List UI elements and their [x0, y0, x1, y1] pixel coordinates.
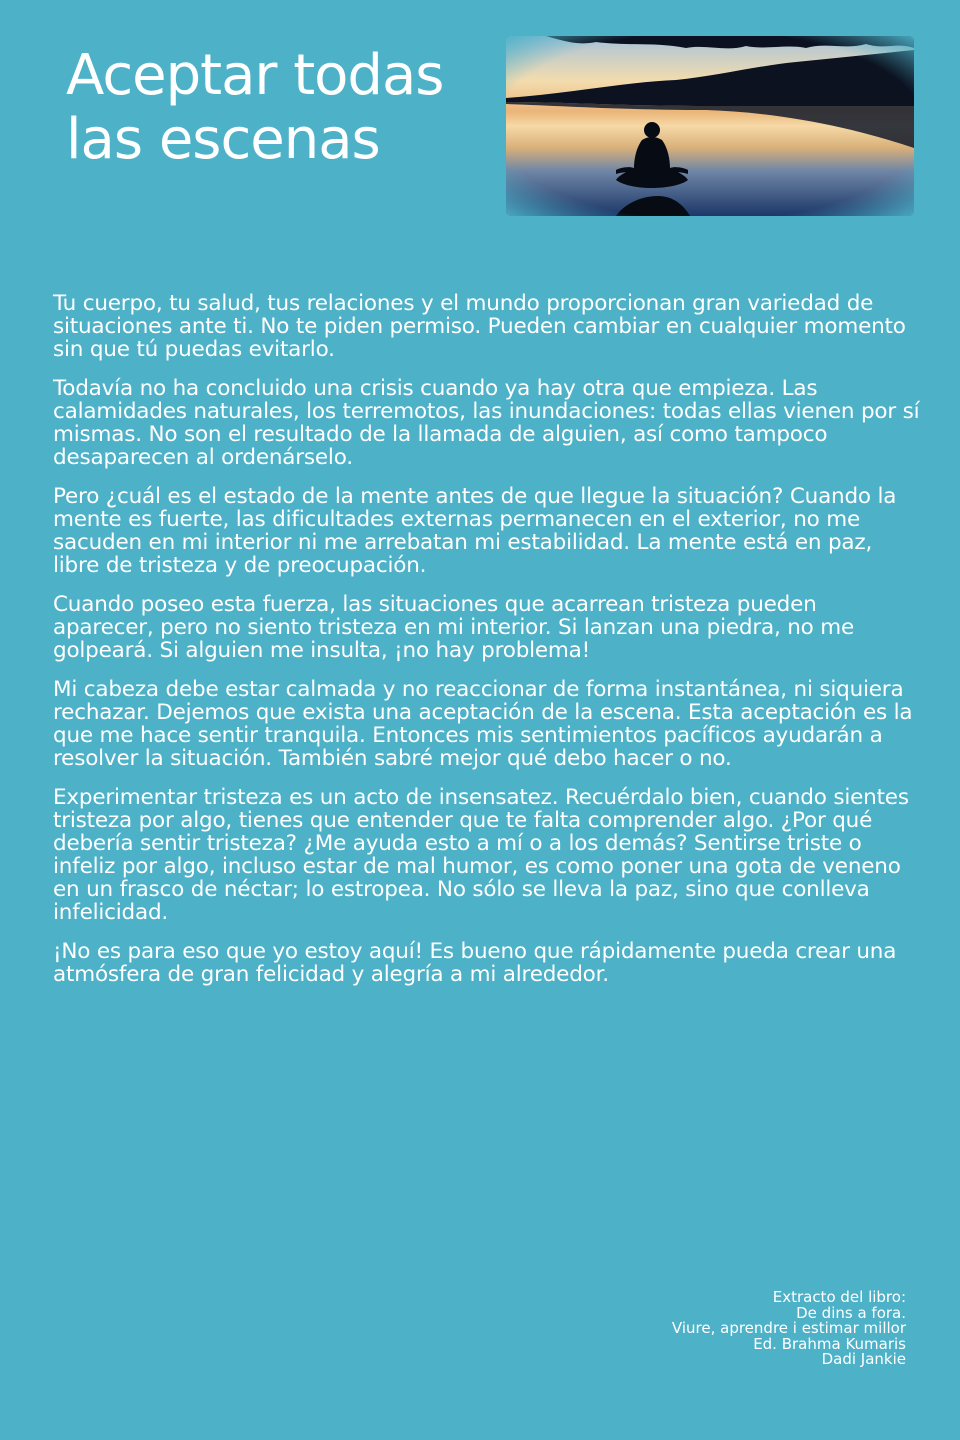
book-credits [672, 1290, 906, 1368]
credit-line: Dadi Jankie [821, 1350, 906, 1368]
article-body [53, 292, 923, 1002]
paragraph: Mi cabeza debe estar calmada y no reaccionar de forma instantánea, ni siquiera rechazar. Dejemos que exista una aceptación de la escena. Esta aceptación es la que me hace sentir tranquila. Entonces mis sentimientos pacíficos ayudarán a resolver la situación. También sabré mejor qué debo hacer o no. [53, 677, 913, 771]
title-line-1: Aceptar todas [66, 43, 444, 108]
credit-line: Viure, aprendre i estimar millor [671, 1319, 906, 1337]
meditation-sunset-image [506, 36, 914, 216]
paragraph: Todavía no ha concluido una crisis cuando ya hay otra que empieza. Las calamidades naturales, los terremotos, las inundaciones: todas ellas vienen por sí mismas. No son el resultado de la llamada de alguien, así como tampoco desaparecen al ordenárselo. [53, 376, 920, 470]
title-line-2: las escenas [66, 107, 380, 172]
credit-line: Extracto del libro: [772, 1288, 906, 1306]
paragraph: Pero ¿cuál es el estado de la mente antes de que llegue la situación? Cuando la mente es fuerte, las dificultades externas permanecen en el exterior, no me sacuden en mi interior ni me arrebatan mi estabilidad. La mente está en paz, libre de tristeza y de preocupación. [53, 484, 897, 578]
paragraph: Cuando poseo esta fuerza, las situaciones que acarrean tristeza pueden aparecer, pero no siento tristeza en mi interior. Si lanzan una piedra, no me golpeará. Si alguien me insulta, ¡no hay problema! [53, 592, 855, 663]
credit-line: De dins a fora. [796, 1303, 906, 1322]
credit-line: Ed. Brahma Kumaris [753, 1334, 906, 1353]
paragraph: Experimentar tristeza es un acto de insensatez. Recuérdalo bien, cuando sientes tristeza por algo, tienes que entender que te falta comprender algo. ¿Por qué debería sentir tristeza? ¿Me ayuda esto a mí o a los demás? Sentirse triste o infeliz por algo, incluso estar de mal humor, es como poner una gota de veneno en un frasco de néctar; lo estropea. No sólo se lleva la paz, sino que conlleva infelicidad. [53, 785, 909, 925]
paragraph: ¡No es para eso que yo estoy aquí! Es bueno que rápidamente pueda crear una atmósfera de gran felicidad y alegría a mi alrededor. [53, 939, 897, 987]
page-title [66, 44, 486, 172]
paragraph: Tu cuerpo, tu salud, tus relaciones y el mundo proporcionan gran variedad de situaciones ante ti. No te piden permiso. Pueden cambiar en cualquier momento sin que tú puedas evitarlo. [53, 291, 906, 362]
